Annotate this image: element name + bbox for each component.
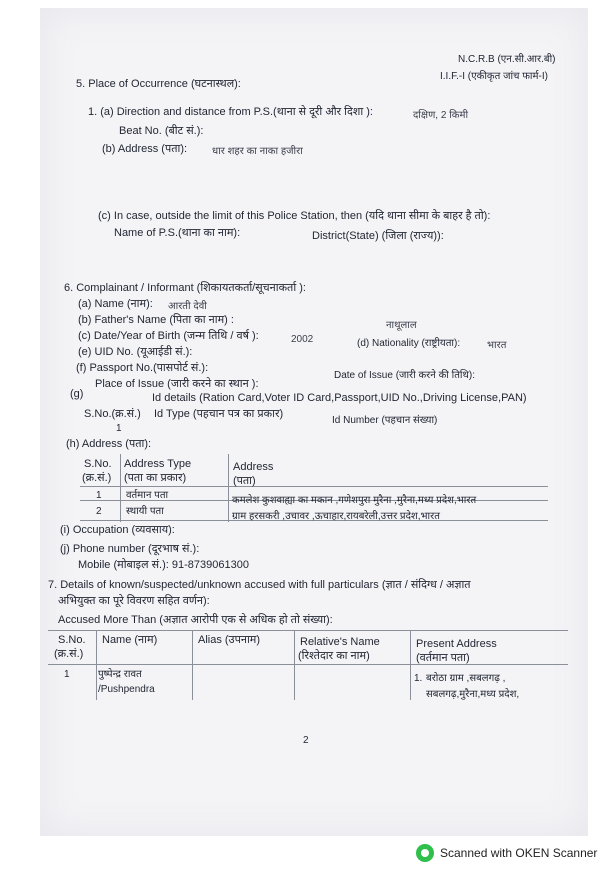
addr-th-address: Address <box>233 461 274 473</box>
scanner-text: Scanned with OKEN Scanner <box>440 846 598 860</box>
oken-logo-icon <box>416 844 434 862</box>
address-label: (b) Address (पता): <box>102 143 188 155</box>
ps-name-label: Name of P.S.(थाना का नाम): <box>114 227 241 239</box>
accused-addr-num: 1. <box>414 673 423 684</box>
addr-type-cell: स्थायी पता <box>126 506 164 517</box>
addr-cell: ग्राम हरसकरी ,उचावर ,ऊचाहार,रायबरेली,उत्तर प्रदेश,भारत <box>232 511 440 522</box>
mobile-label: Mobile (मोबाइल सं.): 91-8739061300 <box>78 559 249 571</box>
addr-th-sno-hi: (क्र.सं.) <box>82 472 112 484</box>
accused-name-en: /Pushpendra <box>98 684 155 695</box>
father-label: (b) Father's Name (पिता का नाम) : <box>78 314 234 326</box>
issue-place-label: Place of Issue (जारी करने का स्थान ): <box>95 378 259 390</box>
direction-value: दक्षिण, 2 किमी <box>413 110 469 121</box>
name-label: (a) Name (नाम): <box>78 298 153 310</box>
accused-more-than-label: Accused More Than (अज्ञात आरोपी एक से अधिक हो तो संख्या): <box>58 614 333 626</box>
address-h-label: (h) Address (पता): <box>66 438 152 450</box>
dob-value: 2002 <box>291 334 314 345</box>
scanner-watermark <box>416 843 597 863</box>
addr-cell: कमलेश कुशवाह्या का मकान ,गणेशपुरा मुरैना ,मुरैना,मध्य प्रदेश,भारत <box>232 495 477 506</box>
passport-label: (f) Passport No.(पासपोर्ट सं.): <box>76 362 209 374</box>
table-row: 1 <box>64 669 70 680</box>
id-type-header: Id Type (पहचान पत्र का प्रकार) <box>154 408 284 420</box>
address-value: धार शहर का नाका हजीरा <box>212 146 303 157</box>
addr-th-type: Address Type <box>124 458 192 470</box>
scanned-document-page <box>40 8 588 836</box>
table-row: 1 <box>96 490 102 501</box>
iif-header: I.I.F.-I (एकीकृत जांच फार्म-I) <box>440 71 548 82</box>
accused-name-hi: पुष्पेन्द्र रावत <box>98 669 142 680</box>
issue-date-label: Date of Issue (जारी करने की तिथि): <box>334 370 476 381</box>
id-details-label: Id details (Ration Card,Voter ID Card,Passport,UID No.,Driving License,PAN) <box>152 392 527 404</box>
accused-addr-line1: बरोठा ग्राम ,सबलगढ़ , <box>426 673 506 684</box>
accused-addr-line2: सबलगढ़,मुरैना,मध्य प्रदेश, <box>426 689 520 700</box>
phone-label: (j) Phone number (दूरभाष सं.): <box>60 543 200 555</box>
uid-label: (e) UID No. (यूआईडी सं.): <box>78 346 193 358</box>
occupation-label: (i) Occupation (व्यवसाय): <box>60 524 175 536</box>
name-value: आरती देवी <box>168 301 207 312</box>
accused-th-sno-hi: (क्र.सं.) <box>54 648 84 660</box>
id-row-sno: 1 <box>116 423 122 434</box>
section7-title: 7. Details of known/suspected/unknown accused with full particulars (ज्ञात / संदिग्ध / अज्ञात <box>48 579 471 591</box>
addr-type-cell: वर्तमान पता <box>126 490 169 501</box>
accused-th-present: Present Address <box>416 638 497 650</box>
accused-th-alias: Alias (उपनाम) <box>198 634 261 646</box>
id-sno-header: S.No.(क्र.सं.) <box>84 408 141 420</box>
addr-th-address-hi: (पता) <box>233 475 256 487</box>
father-value: नाथूलाल <box>386 320 417 331</box>
dob-label: (c) Date/Year of Birth (जन्म तिथि / वर्ष ): <box>78 330 259 342</box>
addr-th-type-hi: (पता का प्रकार) <box>124 472 187 484</box>
accused-th-relative: Relative's Name <box>300 636 380 648</box>
section6-title: 6. Complainant / Informant (शिकायतकर्ता/सूचनाकर्ता ): <box>64 282 306 294</box>
nationality-value: भारत <box>487 340 507 351</box>
nationality-label: (d) Nationality (राष्ट्रीयता): <box>357 338 461 349</box>
beat-label: Beat No. (बीट सं.): <box>119 125 204 137</box>
outside-limit-label: (c) In case, outside the limit of this Police Station, then (यदि थाना सीमा के बाहर है तो): <box>98 210 491 222</box>
table-row: 2 <box>96 506 102 517</box>
district-label: District(State) (जिला (राज्य)): <box>312 230 444 242</box>
id-details-g: (g) <box>70 388 84 400</box>
accused-th-present-hi: (वर्तमान पता) <box>416 652 470 664</box>
accused-th-relative-hi: (रिश्तेदार का नाम) <box>298 650 370 662</box>
section7-title2: अभियुक्त का पूरे विवरण सहित वर्णन): <box>58 595 210 607</box>
accused-th-name: Name (नाम) <box>102 634 158 646</box>
addr-th-sno: S.No. <box>84 458 112 470</box>
id-number-header: Id Number (पहचान संख्या) <box>332 415 438 426</box>
ncrb-header: N.C.R.B (एन.सी.आर.बी) <box>458 54 556 65</box>
page-number: 2 <box>303 735 309 746</box>
direction-label: 1. (a) Direction and distance from P.S.(थाना से दूरी और दिशा ): <box>88 106 373 118</box>
accused-th-sno: S.No. <box>58 634 86 646</box>
section5-title: 5. Place of Occurrence (घटनास्थल): <box>76 78 241 90</box>
